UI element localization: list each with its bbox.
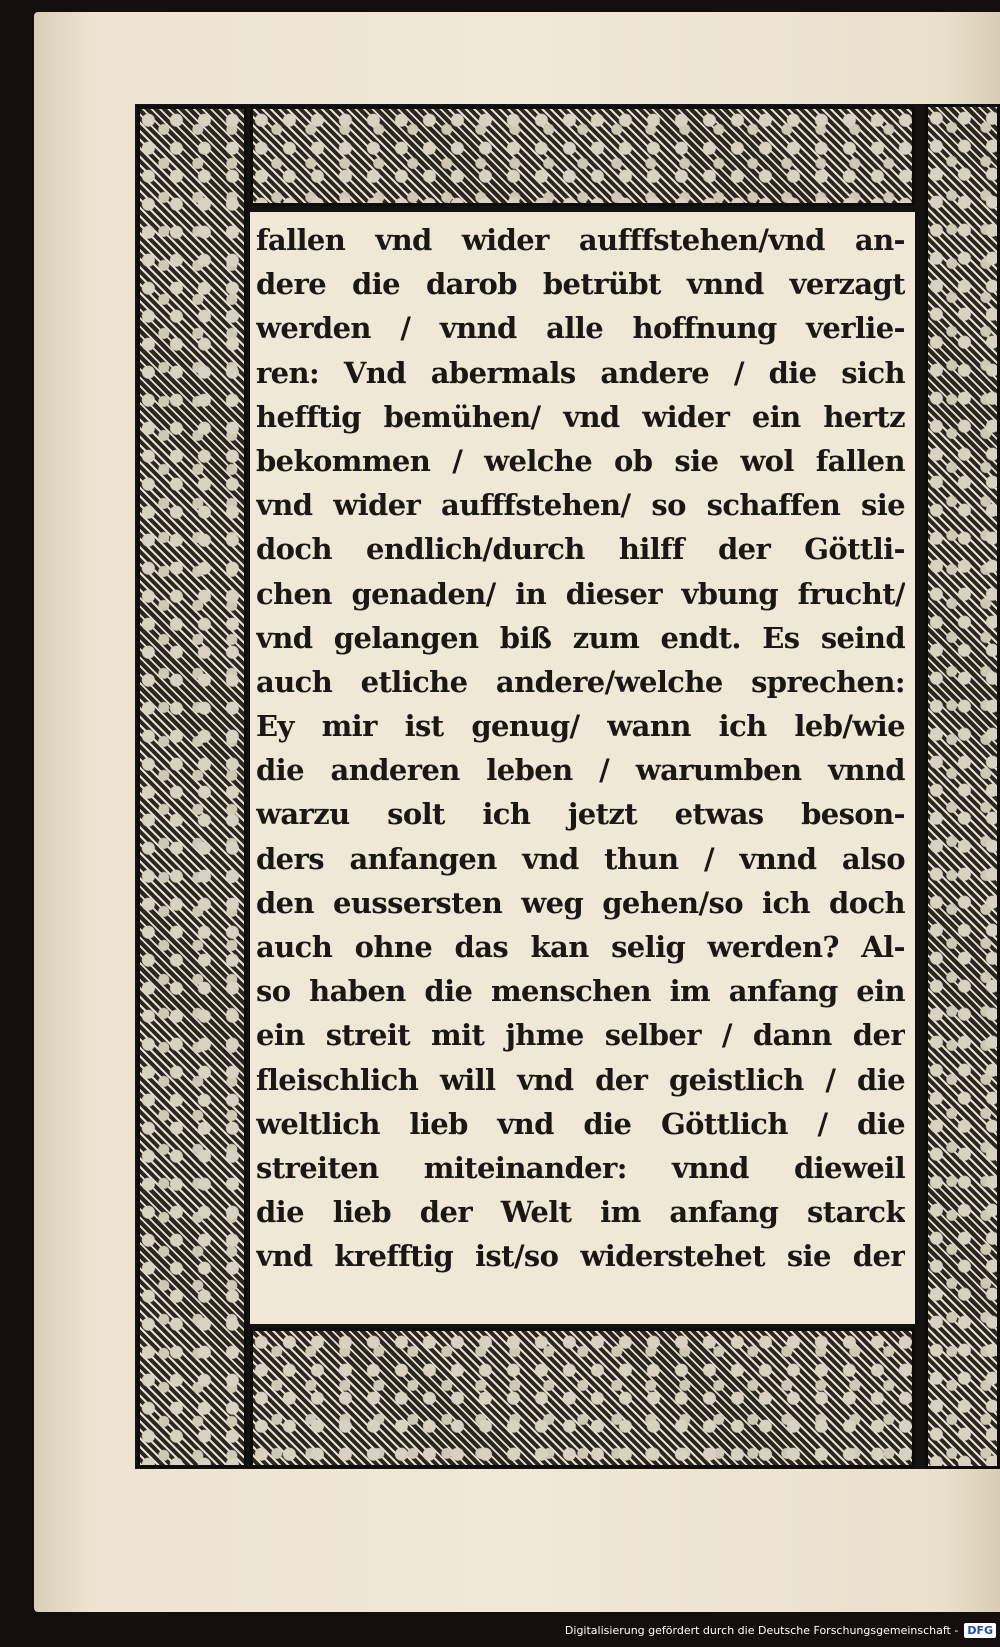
text-line: ren: Vnd abermals andere / die sich [256,355,905,390]
digitization-credit [565,1619,996,1641]
text-line: den eussersten weg gehen/so ich doch [256,885,905,920]
text-line: ders anfangen vnd thun / vnnd also [256,841,905,876]
text-line: chen genaden/ in dieser vbung frucht/ [256,576,905,611]
text-line: bekommen / welche ob sie wol fallen [256,443,905,478]
text-line: doch endlich/durch hilff der Göttli- [256,532,905,567]
text-line: fallen vnd wider aufffstehen/vnd an- [256,223,905,257]
text-line: vnd wider aufffstehen/ so schaffen sie [256,488,905,523]
dfg-logo: DFG [964,1623,996,1638]
text-line: fleischlich will vnd der geistlich / die [256,1062,905,1097]
text-line: ein streit mit jhme selber / dann der [256,1018,905,1053]
text-line: auch ohne das kan selig werden? Al- [256,930,905,964]
credit-text: Digitalisierung gefördert durch die Deutsche Forschungsgemeinschaft - [564,1623,959,1637]
text-line: werden / vnnd alle hoffnung verlie- [256,311,905,346]
text-line: Ey mir ist genug/ wann ich leb/wie [256,709,905,744]
text-line: so haben die menschen im anfang ein [256,974,905,1009]
text-line: weltlich lieb vnd die Göttlich / die [256,1106,905,1141]
text-line: vnd krefftig ist/so widerstehet sie der [256,1239,905,1274]
ornament-right-border [925,104,1000,1469]
text-line: hefftig bemühen/ vnd wider ein hertz [256,399,905,434]
text-line: vnd gelangen biß zum endt. Es seind [256,620,905,655]
text-line: warzu solt ich jetzt etwas beson- [256,797,905,832]
text-line: streiten miteinander: vnnd dieweil [256,1150,905,1185]
text-line: auch etliche andere/welche sprechen: [256,664,905,699]
ornament-top-border [250,106,915,206]
text-line: die anderen leben / warumben vnnd [256,753,905,788]
text-block [250,212,915,1324]
ornament-bottom-border [250,1328,915,1468]
text-line: dere die darob betrübt vnnd verzagt [256,267,905,302]
ornament-left-border-figure [137,106,247,1468]
text-line: die lieb der Welt im anfang starck [256,1195,905,1230]
